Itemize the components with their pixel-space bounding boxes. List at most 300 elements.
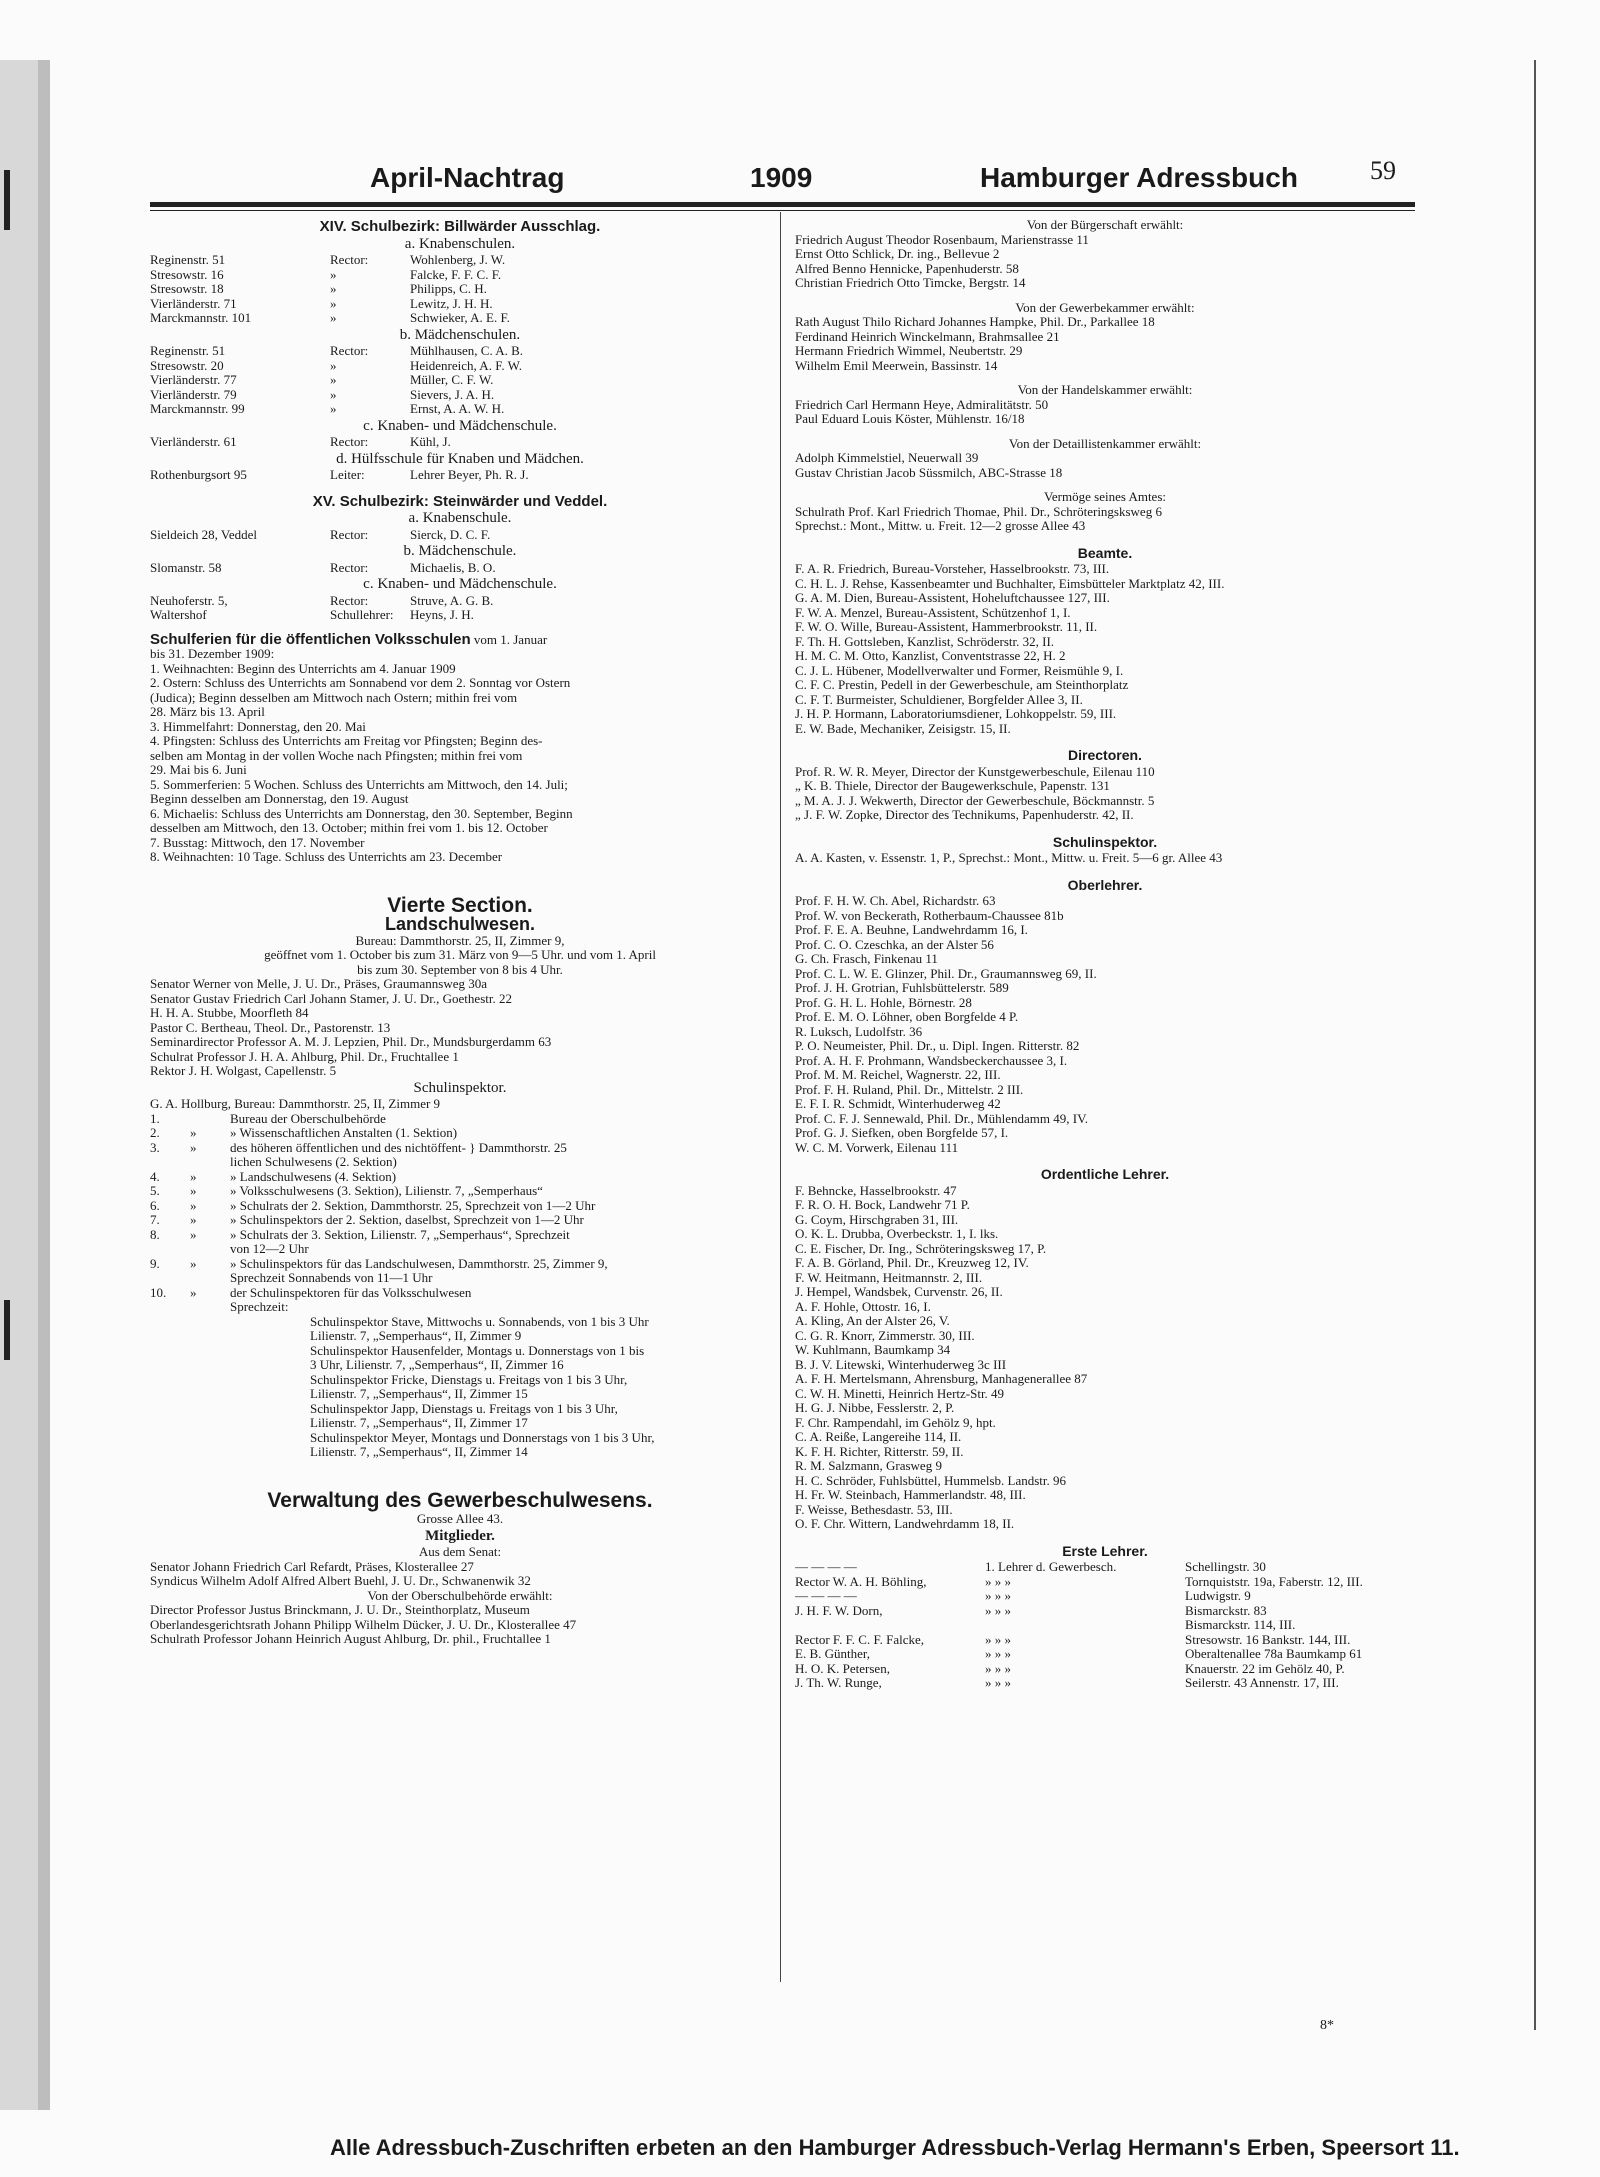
list-item — [150, 1170, 770, 1185]
text-line: C. F. T. Burmeister, Schuldiener, Borgfelder Allee 3, II. — [795, 692, 1083, 707]
school-row — [150, 388, 770, 403]
teacher-address: Ludwigstr. 9 — [1185, 1589, 1251, 1603]
list-text: des höheren öffentlichen und des nichtöffent- } Dammthorstr. 25 — [230, 1140, 567, 1155]
list-item — [150, 1257, 770, 1272]
signature-mark: 8* — [1320, 2018, 1334, 2033]
school-address: Slomanstr. 58 — [150, 559, 222, 575]
text-line: F. Chr. Rampendahl, im Gehölz 9, hpt. — [795, 1415, 996, 1430]
text-line: Friedrich August Theodor Rosenbaum, Marienstrasse 11 — [795, 232, 1089, 247]
text-line: Lilienstr. 7, „Semperhaus“, II, Zimmer 17 — [310, 1416, 528, 1430]
text-line: (Judica); Beginn desselben am Mittwoch nach Ostern; mithin frei vom — [150, 690, 518, 705]
list-text: » Schulrats der 2. Sektion, Dammthorstr. 25, Sprechzeit von 1—2 Uhr — [230, 1198, 596, 1213]
school-row — [150, 282, 770, 297]
school-name: Sievers, J. A. H. — [410, 386, 495, 402]
text-line: K. F. H. Richter, Ritterstr. 59, II. — [795, 1444, 964, 1459]
list-item — [150, 1155, 770, 1170]
text-block — [150, 1603, 770, 1647]
header-rule — [150, 202, 1415, 207]
teacher-role — [985, 1618, 1185, 1633]
list-item — [150, 1213, 770, 1228]
text-block — [150, 647, 770, 865]
list-item — [150, 1271, 770, 1286]
subheading: a. Knabenschule. — [408, 510, 512, 526]
ditto-mark: » — [190, 1256, 197, 1271]
text-line: Christian Friedrich Otto Timcke, Bergstr. 14 — [795, 276, 1026, 290]
text-line: 4. Pfingsten: Schluss des Unterrichts am Freitag vor Pfingsten; Beginn des- — [150, 734, 543, 748]
text-line: „ M. A. J. J. Wekwerth, Director der Gewerbeschule, Böckmannstr. 5 — [795, 793, 1155, 808]
text-line: C. W. H. Minetti, Heinrich Hertz-Str. 49 — [795, 1386, 1005, 1401]
header-title: Hamburger Adressbuch — [980, 162, 1298, 193]
text-line: P. O. Neumeister, Phil. Dr., u. Dipl. Ingen. Ritterstr. 82 — [795, 1039, 1080, 1053]
list-text: » Volksschulwesens (3. Sektion), Lilienstr. 7, „Semperhaus“ — [230, 1184, 543, 1198]
school-address: Marckmannstr. 99 — [150, 401, 245, 416]
text-line: C. E. Fischer, Dr. Ing., Schröteringsksweg 17, P. — [795, 1241, 1047, 1256]
school-role: » — [330, 310, 337, 325]
text-line: Seminardirector Professor A. M. J. Lepzien, Phil. Dr., Mundsburgerdamm 63 — [150, 1035, 552, 1049]
list-number: 6. — [150, 1198, 160, 1213]
school-role: » — [330, 295, 337, 311]
text-line: Beginn desselben am Donnerstag, den 19. August — [150, 792, 409, 806]
text-line: R. M. Salzmann, Grasweg 9 — [795, 1459, 942, 1473]
section-title: Vierte Section. — [387, 893, 533, 917]
section-title: Verwaltung des Gewerbeschulwesens. — [267, 1488, 653, 1512]
list-text: Sprechzeit: — [230, 1300, 289, 1314]
erste-lehrer-table — [795, 1560, 1415, 1691]
school-table — [150, 528, 770, 543]
text-line: Ernst Otto Schlick, Dr. ing., Bellevue 2 — [795, 247, 1000, 261]
text-line: W. Kuhlmann, Baumkamp 34 — [795, 1343, 951, 1357]
subheading: c. Knaben- und Mädchenschule. — [363, 417, 557, 434]
school-row — [150, 311, 770, 326]
subheading: d. Hülfsschule für Knaben und Mädchen. — [336, 450, 584, 467]
text-line: Lilienstr. 7, „Semperhaus“, II, Zimmer 9 — [310, 1329, 522, 1343]
text-block — [795, 233, 1415, 291]
text-line: E. F. I. R. Schmidt, Winterhuderweg 42 — [795, 1097, 1001, 1111]
school-address: Reginenstr. 51 — [150, 252, 226, 267]
school-role: » — [330, 357, 337, 373]
list-number: 10. — [150, 1285, 167, 1300]
subheading-small: Von der Bürgerschaft erwählt: — [1026, 217, 1184, 232]
list-item — [150, 1300, 770, 1315]
school-role: Rector: — [330, 526, 369, 542]
text-line: Rektor J. H. Wolgast, Capellenstr. 5 — [150, 1064, 337, 1078]
text-line: 8. Weihnachten: 10 Tage. Schluss des Unterrichts am 23. December — [150, 850, 503, 864]
teacher-name: J. Th. W. Runge, — [795, 1676, 882, 1690]
school-address: Marckmannstr. 101 — [150, 310, 252, 325]
left-column — [150, 218, 770, 1647]
text-line: „ J. F. W. Zopke, Director des Technikums, Papenhuderstr. 42, II. — [795, 808, 1134, 822]
running-header — [130, 150, 1420, 200]
header-rule-thin — [150, 210, 1415, 211]
school-row — [150, 344, 770, 359]
text-line: F. Th. H. Gottsleben, Kanzlist, Schröderstr. 32, II. — [795, 634, 1055, 649]
teacher-role: » » » — [985, 1574, 1011, 1589]
text-line: 3. Himmelfahrt: Donnerstag, den 20. Mai — [150, 719, 366, 734]
list-item — [150, 1286, 770, 1301]
subheading: a. Knabenschulen. — [404, 235, 516, 252]
ferien-title: Schulferien für die öffentlichen Volksschulen — [150, 632, 471, 647]
text-line: Senator Gustav Friedrich Carl Johann Stamer, J. U. Dr., Goethestr. 22 — [150, 991, 512, 1006]
text-block — [795, 894, 1415, 1155]
school-role: Rector: — [330, 252, 369, 267]
list-item — [150, 1112, 770, 1127]
school-name: Kühl, J. — [410, 434, 451, 449]
school-table — [150, 561, 770, 576]
text-line: Rath August Thilo Richard Johannes Hampke, Phil. Dr., Parkallee 18 — [795, 315, 1155, 329]
ferien-heading — [150, 633, 770, 648]
school-address: Neuhoferstr. 5, — [150, 592, 228, 608]
text-block-centered — [150, 934, 770, 978]
section-subtitle: Landschulwesen. — [384, 914, 536, 934]
list-number: 1. — [150, 1111, 160, 1126]
text-line: Prof. R. W. R. Meyer, Director der Kunstgewerbeschule, Eilenau 110 — [795, 764, 1155, 779]
text-line: Schulinspektor Hausenfelder, Montags u. Donnerstags von 1 bis — [310, 1343, 645, 1358]
table-row — [795, 1647, 1415, 1662]
ditto-mark: » — [190, 1169, 197, 1184]
text-line: Paul Eduard Louis Köster, Mühlenstr. 16/18 — [795, 412, 1025, 426]
text-line: Ferdinand Heinrich Winckelmann, Brahmsallee 21 — [795, 329, 1060, 344]
text-line: Schulinspektor Japp, Dienstags u. Freitags von 1 bis 3 Uhr, — [310, 1401, 618, 1416]
text-block — [795, 1184, 1415, 1532]
list-number: 3. — [150, 1140, 160, 1155]
text-line: H. G. J. Nibbe, Fesslerstr. 2, P. — [795, 1401, 955, 1415]
text-line: Oberlandesgerichtsrath Johann Philipp Wilhelm Dücker, J. U. Dr., Klosterallee 47 — [150, 1617, 577, 1632]
school-row — [150, 594, 770, 609]
text-line: Prof. G. J. Siefken, oben Borgfelde 57, I. — [795, 1126, 1009, 1140]
table-row — [795, 1589, 1415, 1604]
list-text: » Schulrats der 3. Sektion, Lilienstr. 7, „Semperhaus“, Sprechzeit — [230, 1227, 570, 1242]
school-address: Stresowstr. 16 — [150, 266, 224, 282]
text-line: 3 Uhr, Lilienstr. 7, „Semperhaus“, II, Zimmer 16 — [310, 1358, 564, 1372]
school-row — [150, 468, 770, 483]
text-line: Prof. G. H. L. Hohle, Börnestr. 28 — [795, 995, 972, 1010]
teacher-role: » » » — [985, 1603, 1011, 1618]
list-text: Bureau der Oberschulbehörde — [230, 1111, 386, 1126]
school-address: Stresowstr. 20 — [150, 357, 224, 373]
teacher-address: Stresowstr. 16 Bankstr. 144, III. — [1185, 1632, 1351, 1647]
text-line: Pastor C. Bertheau, Theol. Dr., Pastorenstr. 13 — [150, 1020, 391, 1035]
page-number: 59 — [1370, 156, 1396, 185]
text-line: Schulrath Prof. Karl Friedrich Thomae, Phil. Dr., Schröteringsksweg 6 — [795, 504, 1162, 519]
school-name: Michaelis, B. O. — [410, 559, 496, 575]
list-number: 7. — [150, 1213, 160, 1227]
school-name: Falcke, F. F. C. F. — [410, 266, 502, 282]
text-line: bis 31. Dezember 1909: — [150, 647, 275, 661]
list-text: » Schulinspektors für das Landschulwesen, Dammthorstr. 25, Zimmer 9, — [230, 1256, 608, 1271]
text-line: E. W. Bade, Mechaniker, Zeisigstr. 15, II. — [795, 721, 1011, 736]
subheading-small: Von der Oberschulbehörde erwählt: — [367, 1587, 553, 1603]
text-line: Lilienstr. 7, „Semperhaus“, II, Zimmer 14 — [310, 1445, 528, 1459]
teacher-role: » » » — [985, 1647, 1011, 1661]
list-number: 5. — [150, 1184, 160, 1198]
school-role: » — [330, 401, 337, 416]
text-line: Prof. A. H. F. Prohmann, Wandsbeckerchaussee 3, I. — [795, 1053, 1068, 1068]
text-line: Director Professor Justus Brinckmann, J. U. Dr., Steinthorplatz, Museum — [150, 1603, 530, 1617]
school-row — [150, 373, 770, 388]
subheading: Ordentliche Lehrer. — [1040, 1166, 1170, 1182]
text-line: 29. Mai bis 6. Juni — [150, 763, 247, 777]
text-line: Schulinspektor Fricke, Dienstags u. Freitags von 1 bis 3 Uhr, — [310, 1372, 628, 1387]
list-text: Sprechzeit Sonnabends von 11—1 Uhr — [230, 1271, 433, 1285]
column-divider — [780, 212, 781, 1982]
school-row — [150, 402, 770, 417]
teacher-role: 1. Lehrer d. Gewerbesch. — [985, 1560, 1117, 1574]
text-line: Schulrat Professor J. H. A. Ahlburg, Phil. Dr., Fruchtallee 1 — [150, 1049, 459, 1064]
teacher-role: » » » — [985, 1661, 1011, 1676]
text-line: R. Luksch, Ludolfstr. 36 — [795, 1024, 923, 1039]
footer-notice: Alle Adressbuch-Zuschriften erbeten an den Hamburger Adressbuch-Verlag Hermann's Erben, Speersort 11. — [330, 2135, 1460, 2160]
text-line: B. J. V. Litewski, Winterhuderweg 3c III — [795, 1357, 1007, 1372]
subheading: Schulinspektor. — [413, 1079, 507, 1096]
text-line: O. F. Chr. Wittern, Landwehrdamm 18, II. — [795, 1517, 1015, 1531]
list-number — [150, 1155, 190, 1170]
subheading: Beamte. — [1077, 544, 1133, 561]
school-table — [150, 253, 770, 326]
text-line: J. Hempel, Wandsbek, Curvenstr. 26, II. — [795, 1285, 1003, 1299]
school-name: Mühlhausen, C. A. B. — [410, 343, 524, 358]
teacher-name: Rector F. F. C. F. Falcke, — [795, 1632, 925, 1647]
text-line: F. W. O. Wille, Bureau-Assistent, Hammerbrookstr. 11, II. — [795, 620, 1098, 634]
document-page — [130, 150, 1460, 2160]
text-line: Senator Werner von Melle, J. U. Dr., Präses, Graumannsweg 30a — [150, 977, 487, 991]
school-role: Rector: — [330, 434, 369, 449]
text-line: C. J. L. Hübener, Modellverwalter und Former, Reismühle 9, I. — [795, 663, 1124, 678]
text-line: Senator Johann Friedrich Carl Refardt, Präses, Klosterallee 27 — [150, 1559, 474, 1574]
school-address: Reginenstr. 51 — [150, 343, 226, 358]
teacher-name — [795, 1618, 985, 1633]
subheading-small: Vermöge seines Amtes: — [1043, 489, 1167, 504]
text-block — [795, 315, 1415, 373]
school-role: » — [330, 281, 337, 296]
subheading: Directoren. — [1068, 747, 1142, 763]
table-row — [795, 1662, 1415, 1677]
text-line: 5. Sommerferien: 5 Wochen. Schluss des Unterrichts am Mittwoch, den 14. Juli; — [150, 777, 568, 792]
school-role: » — [330, 266, 337, 282]
list-item — [150, 1242, 770, 1257]
subheading: c. Knaben- und Mädchenschule. — [363, 576, 557, 592]
text-line: F. Behncke, Hasselbrookstr. 47 — [795, 1183, 957, 1198]
text-line: Prof. E. M. O. Löhner, oben Borgfelde 4 P. — [795, 1010, 1019, 1024]
text-line: Prof. W. von Beckerath, Rotherbaum-Chaussee 81b — [795, 908, 1064, 923]
ditto-mark: » — [190, 1198, 197, 1213]
teacher-name: — — — — — [795, 1560, 857, 1574]
text-line: F. A. R. Friedrich, Bureau-Vorsteher, Hasselbrookstr. 73, III. — [795, 562, 1110, 576]
school-row — [150, 297, 770, 312]
text-line: 7. Busstag: Mittwoch, den 17. November — [150, 835, 365, 850]
text-line: selben am Montag in der vollen Woche nach Pfingsten; mithin frei vom — [150, 748, 523, 763]
table-row — [795, 1618, 1415, 1633]
school-role: Rector: — [330, 592, 369, 608]
text-block — [150, 1560, 770, 1589]
text-line: Prof. C. O. Czeschka, an der Alster 56 — [795, 937, 994, 952]
list-item — [150, 1141, 770, 1156]
text-line: Schulinspektor Meyer, Montags und Donnerstags von 1 bis 3 Uhr, — [310, 1430, 655, 1445]
school-address: Vierländerstr. 71 — [150, 295, 237, 311]
text-line: Friedrich Carl Hermann Heye, Admiralitätstr. 50 — [795, 397, 1049, 412]
table-row — [795, 1575, 1415, 1590]
text-line: Schulrath Professor Johann Heinrich August Ahlburg, Dr. phil., Fruchtallee 1 — [150, 1632, 551, 1646]
school-address: Waltershof — [150, 607, 207, 622]
text-line: Prof. F. E. A. Beuhne, Landwehrdamm 16, I. — [795, 923, 1028, 937]
school-table — [150, 468, 770, 483]
text-line: H. H. A. Stubbe, Moorfleth 84 — [150, 1006, 309, 1020]
list-number — [150, 1271, 190, 1286]
teacher-address: Bismarckstr. 83 — [1185, 1603, 1267, 1618]
teacher-address: Knauerstr. 22 im Gehölz 40, P. — [1185, 1661, 1345, 1676]
subheading-small: Von der Handelskammer erwählt: — [1017, 382, 1193, 397]
list-text: von 12—2 Uhr — [230, 1242, 309, 1256]
ditto-mark: » — [190, 1285, 197, 1300]
text-line: 28. März bis 13. April — [150, 705, 265, 719]
school-row — [150, 528, 770, 543]
school-name: Ernst, A. A. W. H. — [410, 401, 505, 416]
school-role: Schullehrer: — [330, 607, 394, 622]
text-line: J. H. P. Hormann, Laboratoriumsdiener, Lohkoppelstr. 59, III. — [795, 707, 1117, 721]
ditto-mark — [190, 1271, 230, 1286]
teacher-name: J. H. F. W. Dorn, — [795, 1603, 883, 1618]
list-item — [150, 1184, 770, 1199]
binding-edge — [38, 60, 50, 2110]
list-text: » Schulinspektors der 2. Sektion, daselbst, Sprechzeit von 1—2 Uhr — [230, 1213, 584, 1227]
text-line: Prof. M. M. Reichel, Wagnerstr. 22, III. — [795, 1068, 1001, 1082]
teacher-name: H. O. K. Petersen, — [795, 1661, 890, 1676]
inspector-list — [150, 1112, 770, 1315]
ditto-mark: » — [190, 1126, 197, 1140]
text-block — [795, 451, 1415, 480]
text-line: C. F. C. Prestin, Pedell in der Gewerbeschule, am Steinthorplatz — [795, 678, 1129, 692]
teacher-address: Seilerstr. 43 Annenstr. 17, III. — [1185, 1676, 1339, 1690]
table-row — [795, 1560, 1415, 1575]
text-line: Schulinspektor Stave, Mittwochs u. Sonnabends, von 1 bis 3 Uhr — [310, 1314, 649, 1329]
subheading-small: Von der Gewerbekammer erwählt: — [1015, 299, 1195, 315]
school-role: Rector: — [330, 343, 369, 358]
text-line: F. Weisse, Bethesdastr. 53, III. — [795, 1502, 953, 1517]
school-name: Philipps, C. H. — [410, 281, 487, 296]
ditto-mark: » — [190, 1140, 197, 1155]
text-line: 2. Ostern: Schluss des Unterrichts am Sonnabend vor dem 2. Sonntag vor Ostern — [150, 676, 571, 690]
list-text: » Landschulwesens (4. Sektion) — [230, 1169, 397, 1184]
teacher-role: » » » — [985, 1589, 1011, 1603]
text-line: F. R. O. H. Bock, Landwehr 71 P. — [795, 1198, 970, 1212]
school-row — [150, 253, 770, 268]
school-role: Rector: — [330, 559, 369, 575]
page-edge-line — [1534, 60, 1536, 2030]
list-number: 8. — [150, 1227, 160, 1242]
text-line: C. G. R. Knorr, Zimmerstr. 30, III. — [795, 1328, 975, 1343]
school-name: Lewitz, J. H. H. — [410, 295, 493, 311]
school-name: Schwieker, A. E. F. — [410, 310, 510, 325]
text-line: O. K. L. Drubba, Overbeckstr. 1, I. lks. — [795, 1227, 999, 1241]
school-name: Heyns, J. H. — [410, 607, 474, 622]
school-table — [150, 344, 770, 417]
text-line: Alfred Benno Hennicke, Papenhuderstr. 58 — [795, 261, 1019, 276]
text-line: G. A. Hollburg, Bureau: Dammthorstr. 25, II, Zimmer 9 — [150, 1097, 441, 1111]
text-block — [150, 977, 770, 1079]
text-line: 6. Michaelis: Schluss des Unterrichts am Donnerstag, den 30. September, Beginn — [150, 806, 573, 821]
school-row — [150, 359, 770, 374]
ditto-mark: » — [190, 1227, 197, 1242]
ditto-mark — [190, 1155, 230, 1170]
teacher-address: Schellingstr. 30 — [1185, 1560, 1266, 1574]
table-row — [795, 1604, 1415, 1619]
text-line: C. A. Reiße, Langereihe 114, II. — [795, 1430, 962, 1444]
school-name: Heidenreich, A. F. W. — [410, 357, 522, 373]
school-address: Vierländerstr. 77 — [150, 372, 237, 387]
school-address: Vierländerstr. 79 — [150, 386, 237, 402]
text-line: F. W. Heitmann, Heitmannstr. 2, III. — [795, 1270, 983, 1285]
header-left: April-Nachtrag — [370, 162, 565, 193]
ferien-intro: vom 1. Januar — [473, 632, 548, 647]
section-heading: XV. Schulbezirk: Steinwärder und Veddel. — [312, 492, 608, 510]
text-line: bis zum 30. September von 8 bis 4 Uhr. — [357, 962, 563, 977]
text-line: H. Fr. W. Steinbach, Hammerlandstr. 48, III. — [795, 1488, 1026, 1502]
address-line: Grosse Allee 43. — [416, 1511, 504, 1526]
school-name: Müller, C. F. W. — [410, 372, 494, 387]
teacher-address: Tornquiststr. 19a, Faberstr. 12, III. — [1185, 1574, 1363, 1589]
subheading: b. Mädchenschule. — [403, 543, 517, 559]
table-row — [795, 1633, 1415, 1648]
text-line: H. C. Schröder, Fuhlsbüttel, Hummelsb. Landstr. 96 — [795, 1473, 1067, 1488]
text-line: geöffnet vom 1. October bis zum 31. März von 9—5 Uhr. und vom 1. April — [264, 948, 656, 962]
text-line: Prof. F. H. W. Ch. Abel, Richardstr. 63 — [795, 894, 996, 908]
teacher-role: » » » — [985, 1632, 1011, 1647]
text-line: Prof. C. L. W. E. Glinzer, Phil. Dr., Graumannsweg 69, II. — [795, 966, 1097, 981]
teacher-name: Rector W. A. H. Böhling, — [795, 1574, 927, 1589]
text-line: Gustav Christian Jacob Süssmilch, ABC-Strasse 18 — [795, 465, 1063, 480]
text-line: A. A. Kasten, v. Essenstr. 1, P., Sprechst.: Mont., Mittw. u. Freit. 5—6 gr. Allee 43 — [795, 851, 1223, 865]
school-role: » — [330, 386, 337, 402]
text-line: G. Ch. Frasch, Finkenau 11 — [795, 952, 938, 966]
list-text: » Wissenschaftlichen Anstalten (1. Sektion) — [230, 1126, 458, 1140]
school-address: Sieldeich 28, Veddel — [150, 526, 257, 542]
text-line: F. A. B. Görland, Phil. Dr., Kreuzweg 12, IV. — [795, 1256, 1029, 1270]
text-line: G. Coym, Hirschgraben 31, III. — [795, 1212, 959, 1227]
text-line: Prof. J. H. Grotrian, Fuhlsbüttelerstr. 589 — [795, 981, 1009, 995]
list-number: 9. — [150, 1256, 160, 1271]
binding-mark — [4, 170, 10, 230]
ditto-mark — [190, 1242, 230, 1257]
text-line: A. Kling, An der Alster 26, V. — [795, 1314, 950, 1328]
subheading-small: Von der Detaillistenkammer erwählt: — [1008, 435, 1202, 451]
header-year: 1909 — [750, 162, 813, 193]
school-role: » — [330, 372, 337, 387]
subheading: Erste Lehrer. — [1062, 1542, 1148, 1559]
teacher-address: Bismarckstr. 114, III. — [1185, 1618, 1296, 1632]
text-block — [150, 1315, 770, 1460]
school-role: Leiter: — [330, 467, 365, 482]
teacher-role: » » » — [985, 1676, 1011, 1690]
school-name: Sierck, D. C. F. — [410, 526, 491, 542]
text-line: Wilhelm Emil Meerwein, Bassinstr. 14 — [795, 358, 998, 373]
subheading: Mitglieder. — [425, 1527, 495, 1544]
subheading: b. Mädchenschulen. — [399, 326, 521, 343]
list-number: 2. — [150, 1126, 160, 1140]
text-line: 1. Weihnachten: Beginn des Unterrichts am 4. Januar 1909 — [150, 661, 456, 676]
section-heading: XIV. Schulbezirk: Billwärder Ausschlag. — [319, 218, 601, 235]
ditto-mark: » — [190, 1213, 197, 1227]
ditto-mark — [190, 1112, 230, 1127]
school-address: Vierländerstr. 61 — [150, 434, 237, 449]
text-line: Sprechst.: Mont., Mittw. u. Freit. 12—2 grosse Allee 43 — [795, 519, 1086, 533]
school-name: Lehrer Beyer, Ph. R. J. — [410, 467, 529, 482]
text-block — [795, 505, 1415, 534]
text-line: W. C. M. Vorwerk, Eilenau 111 — [795, 1140, 959, 1155]
school-row — [150, 561, 770, 576]
text-line: Prof. C. F. J. Sennewald, Phil. Dr., Mühlendamm 49, IV. — [795, 1111, 1089, 1126]
text-line: Hermann Friedrich Wimmel, Neubertstr. 29 — [795, 344, 1023, 358]
binding-shadow — [0, 60, 38, 2110]
subheading: Schulinspektor. — [1052, 833, 1158, 850]
